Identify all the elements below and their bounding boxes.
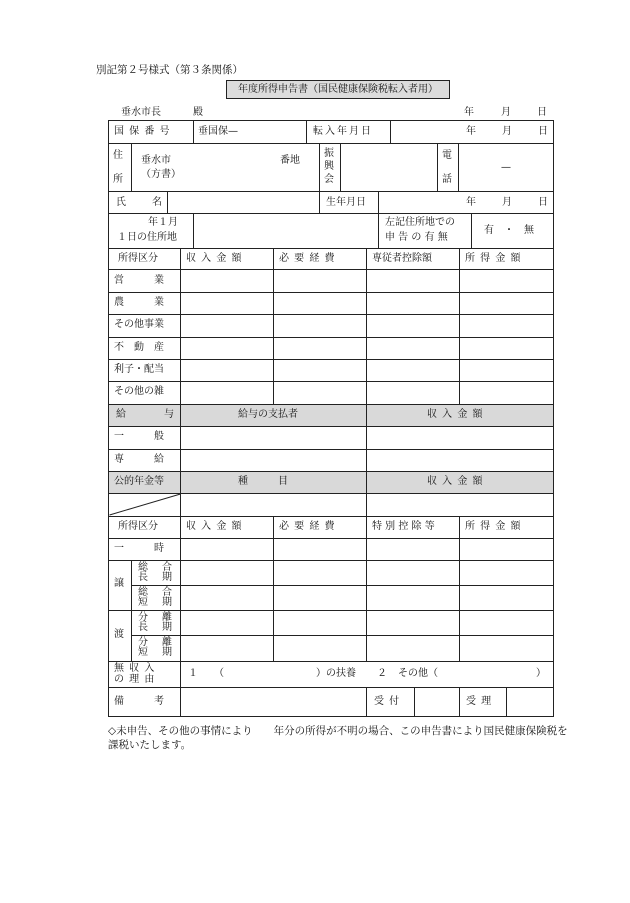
salary-label-2: 与: [164, 409, 174, 420]
pension-label: 公的年金等: [114, 476, 164, 487]
rule: [471, 213, 472, 249]
address-city: 垂水市: [141, 155, 171, 166]
income-row-misc: その他の雑: [114, 386, 164, 397]
frame-left: [108, 120, 109, 717]
declaration-presence-label-2: 申 告 の 有 無: [385, 232, 448, 243]
pension-type-header: 種 目: [238, 476, 288, 487]
transfer-row-3-a: 分: [138, 612, 148, 623]
rule: [459, 687, 460, 717]
jan1-address-label-1: 年１月: [148, 217, 178, 228]
no-income-label-1: 無 収 入: [114, 663, 156, 674]
header-day: 日: [537, 107, 547, 118]
other-header-revenue: 収 入 金 額: [186, 521, 243, 532]
address-label-2: 所: [113, 174, 123, 185]
rule: [193, 213, 194, 249]
rule: [108, 191, 554, 192]
rule: [340, 143, 341, 192]
income-row-business: 営 業: [114, 275, 164, 286]
transfer-label-2: 渡: [114, 629, 124, 640]
rule: [506, 687, 507, 717]
name-label-1: 氏: [116, 197, 126, 208]
accepted-label: 受 理: [466, 696, 493, 707]
address-label-1: 住: [113, 150, 123, 161]
rule: [180, 687, 181, 717]
rule: [180, 516, 181, 662]
remarks-label: 備 考: [114, 696, 164, 707]
address-area: （方書）: [141, 169, 181, 180]
rule: [108, 687, 554, 688]
transfer-row-1-c: 長: [138, 572, 148, 583]
rule: [366, 516, 367, 662]
furikae-1: 振: [324, 148, 334, 159]
rule: [458, 143, 459, 192]
dob-label: 生年月日: [326, 197, 366, 208]
form-title: 年度所得申告書（国民健康保険税転入者用）: [226, 80, 450, 99]
other-header-income: 所 得 金 額: [465, 521, 522, 532]
rule: [378, 191, 379, 214]
income-row-interest-dividend: 利子・配当: [114, 364, 164, 375]
rule: [108, 143, 554, 144]
other-header-category: 所得区分: [118, 521, 158, 532]
rule: [108, 516, 554, 517]
jan1-address-label-2: １日の住所地: [117, 232, 177, 243]
rule: [459, 248, 460, 404]
income-header-revenue: 収 入 金 額: [186, 253, 243, 264]
rule: [378, 213, 379, 249]
dob-day: 日: [538, 197, 548, 208]
no-income-option-1-number: １: [188, 668, 198, 679]
rule: [131, 143, 132, 192]
rule: [108, 449, 554, 450]
rule: [180, 661, 181, 688]
phone-label-2: 話: [442, 174, 452, 185]
rule: [366, 248, 367, 404]
insurance-no-prefix: 垂国保—: [198, 126, 238, 137]
header-year: 年: [464, 107, 474, 118]
addressee: 垂水市長: [121, 107, 161, 118]
transfer-row-1-a: 総: [138, 562, 148, 573]
transfer-row-4-a: 分: [138, 637, 148, 648]
salary-payer-header: 給与の支払者: [238, 409, 298, 420]
income-row-real-estate: 不 動 産: [114, 342, 164, 353]
rule: [108, 381, 554, 382]
furikae-2: 興: [324, 161, 334, 172]
rule: [131, 585, 554, 586]
transfer-row-4-c: 短: [138, 647, 148, 658]
rule: [108, 426, 554, 427]
transfer-row-2-d: 期: [162, 597, 172, 608]
transfer-label-1: 譲: [114, 578, 124, 589]
rule: [180, 248, 181, 404]
address-banchi: 番地: [280, 155, 300, 166]
move-in-month: 月: [502, 126, 512, 137]
dob-year: 年: [466, 197, 476, 208]
transfer-row-2-c: 短: [138, 597, 148, 608]
frame-bottom: [108, 716, 554, 717]
transfer-row-2-a: 総: [138, 587, 148, 598]
rule: [193, 120, 194, 144]
move-in-date-label: 転入年月日: [313, 126, 373, 137]
income-row-agriculture: 農 業: [114, 297, 164, 308]
rule: [273, 248, 274, 404]
no-income-option-1-open: （: [214, 668, 224, 679]
transfer-row-1-b: 合: [162, 562, 172, 573]
rule: [180, 404, 181, 516]
no-income-option-1-close: ）の扶養: [316, 668, 356, 679]
frame-top: [108, 120, 554, 121]
income-header-expenses: 必 要 経 費: [279, 253, 336, 264]
rule: [108, 661, 554, 662]
rule: [414, 687, 415, 717]
transfer-row-3-d: 期: [162, 622, 172, 633]
phone-dash: —: [501, 162, 511, 173]
rule: [108, 314, 554, 315]
rule: [108, 471, 554, 472]
rule: [366, 404, 367, 516]
header-month: 月: [501, 107, 511, 118]
income-row-other-business: その他事業: [114, 319, 164, 330]
transfer-row-4-d: 期: [162, 647, 172, 658]
rule: [108, 269, 554, 270]
move-in-day: 日: [538, 126, 548, 137]
rule: [167, 191, 168, 214]
honorific: 殿: [193, 107, 203, 118]
rule: [108, 560, 554, 561]
insurance-no-label: 国 保 番 号: [114, 126, 171, 137]
transfer-row-2-b: 合: [162, 587, 172, 598]
no-income-option-2-text: その他（: [398, 668, 438, 679]
income-header-income: 所 得 金 額: [465, 253, 522, 264]
rule: [108, 292, 554, 293]
declaration-presence-label-1: 左記住所地での: [385, 217, 455, 228]
no-income-option-2-close: ）: [536, 668, 546, 679]
phone-label-1: 電: [442, 150, 452, 161]
other-header-special-deduction: 特 別 控 除 等: [372, 521, 435, 532]
rule: [319, 143, 320, 192]
rule: [306, 120, 307, 144]
salary-row-dedicated: 専 給: [114, 454, 164, 465]
rule: [273, 516, 274, 662]
no-income-label-2: の 理 由: [114, 674, 156, 685]
received-label: 受 付: [374, 696, 401, 707]
transfer-row-3-c: 長: [138, 622, 148, 633]
rule: [108, 610, 554, 611]
yes-no-choice[interactable]: 有 ・ 無: [484, 225, 534, 236]
rule: [459, 516, 460, 662]
footer-note: ◇未申告、その他の事情により 年分の所得が不明の場合、この申告書により国民健康保険税を課税いたします。: [108, 725, 568, 751]
rule: [131, 560, 132, 661]
frame-right: [553, 120, 554, 717]
salary-header-shade: [108, 404, 554, 426]
rule: [108, 248, 554, 249]
rule: [108, 538, 554, 539]
other-header-expenses: 必 要 経 費: [279, 521, 336, 532]
move-in-year: 年: [466, 126, 476, 137]
dob-month: 月: [502, 197, 512, 208]
salary-row-general: 一 般: [114, 431, 164, 442]
transfer-row-1-d: 期: [162, 572, 172, 583]
rule: [108, 404, 554, 405]
form-label: 別記第２号様式（第３条関係）: [96, 64, 243, 76]
salary-label-1: 給: [116, 409, 126, 420]
other-row-temporary: 一 時: [114, 543, 164, 554]
rule: [131, 635, 554, 636]
pension-header-shade: [108, 471, 554, 493]
rule: [108, 337, 554, 338]
no-income-option-2-number: ２: [377, 668, 387, 679]
income-header-deduction: 専従者控除額: [372, 253, 432, 264]
rule: [108, 213, 554, 214]
rule: [108, 359, 554, 360]
transfer-row-4-b: 離: [162, 637, 172, 648]
pension-blank-diagonal: [109, 494, 180, 516]
rule: [319, 191, 320, 214]
furikae-3: 会: [324, 174, 334, 185]
rule: [390, 120, 391, 144]
rule: [437, 143, 438, 192]
income-header-category: 所得区分: [118, 253, 158, 264]
salary-amount-header: 収 入 金 額: [427, 409, 484, 420]
rule: [366, 687, 367, 717]
name-label-2: 名: [152, 197, 162, 208]
pension-amount-header: 収 入 金 額: [427, 476, 484, 487]
transfer-row-3-b: 離: [162, 612, 172, 623]
